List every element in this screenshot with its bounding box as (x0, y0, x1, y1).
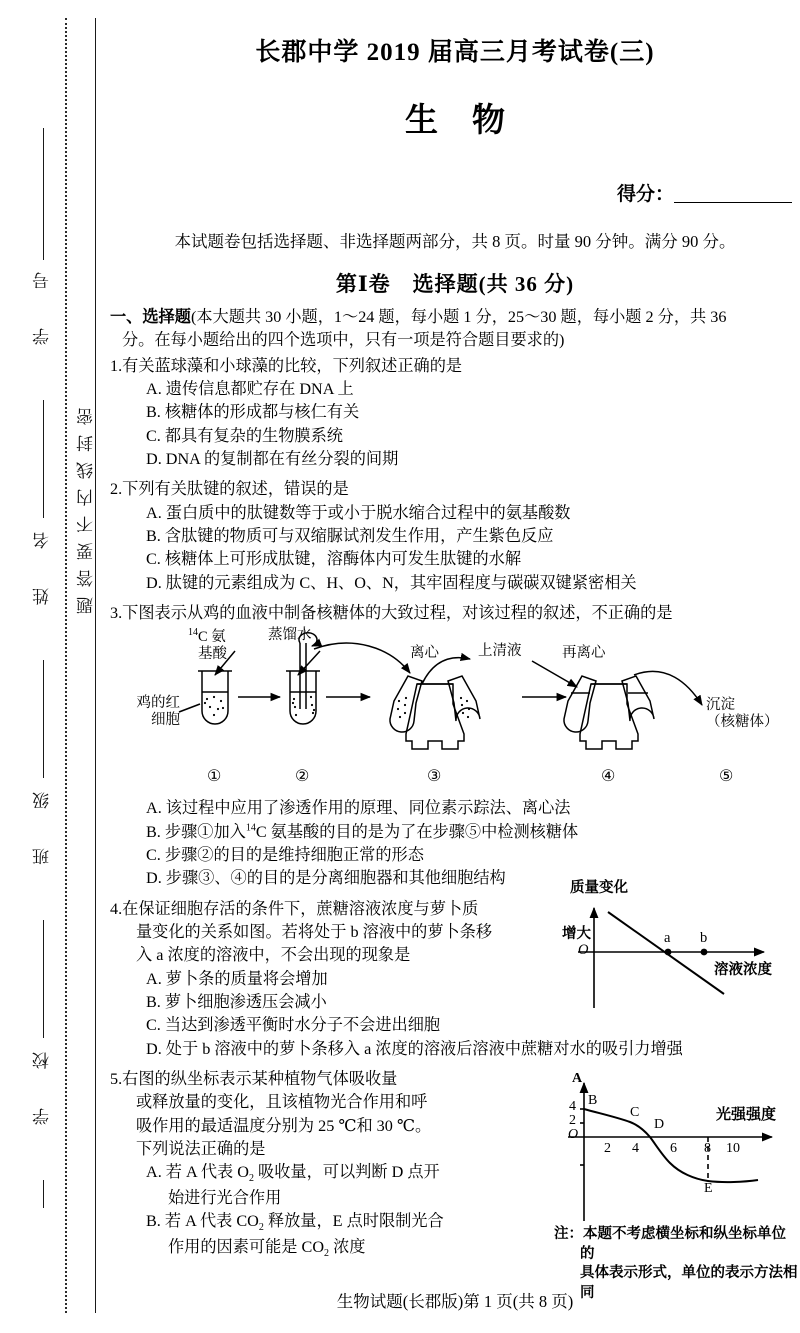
q4-y-annotation: 增大 (562, 926, 591, 942)
question-5-text-line2: 或释放量的变化，且该植物光合作用和呼 (136, 1093, 428, 1112)
light-intensity-chart (558, 1071, 798, 1225)
c14-superscript: 14 (188, 627, 198, 639)
question-2-option-b[interactable]: B. 含肽键的物质可与双缩脲试剂发生作用，产生紫色反应 (146, 526, 554, 545)
seal-label-school: 学 校 (33, 1042, 52, 1125)
q5-point-C-label: C (630, 1105, 640, 1120)
q5-ob-post: 释放量，E 点时限制光合 (263, 1212, 444, 1231)
question-3-stem (110, 602, 800, 625)
q5-xtick-label-4: 4 (632, 1141, 639, 1156)
question-4-option-d[interactable]: D. 处于 b 溶液中的萝卜条移入 a 浓度的溶液后溶液中蔗糖对水的吸引力增强 (146, 1039, 683, 1058)
chicken-red-cell-label (122, 695, 180, 729)
page-footer: 生物试题(长郡版)第 1 页(共 8 页) (336, 1292, 574, 1311)
q5-ob-cont (146, 1236, 458, 1262)
question-5 (110, 1068, 458, 1262)
seal-label-class: 班 级 (33, 782, 52, 865)
question-4-option-a[interactable]: A. 萝卜条的质量将会增加 (146, 969, 328, 988)
question-1 (110, 355, 800, 472)
question-2 (110, 478, 800, 595)
question-5-text-line1: 右图的纵坐标表示某种植物气体吸收量 (122, 1069, 398, 1088)
score-row (110, 179, 800, 206)
q5-point-E-label: E (704, 1181, 713, 1196)
seal-rule-4 (43, 920, 44, 1038)
step-number-1: ① (207, 768, 222, 786)
question-2-option-a[interactable]: A. 蛋白质中的肽键数等于或小于脱水缩合过程中的氨基酸数 (146, 503, 571, 522)
question-1-option-b[interactable]: B. 核糖体的形成都与核仁有关 (146, 403, 360, 422)
sediment-dots-3 (397, 697, 470, 718)
step-number-3: ③ (427, 768, 442, 786)
question-3 (110, 602, 800, 891)
question-2-stem (110, 478, 800, 501)
question-5-number: 5. (110, 1069, 123, 1088)
question-5-stem (110, 1068, 458, 1161)
question-5-text-line4: 下列说法正确的是 (136, 1139, 266, 1158)
instruction-body: (本大题共 30 小题，1～24 题，每小题 1 分，25～30 题，每小题 2 分，共 36 (190, 308, 727, 326)
score-label: 得分： (616, 184, 674, 205)
q4-chart-svg (564, 890, 794, 1010)
seal-dotted-line (65, 18, 67, 1313)
question-4 (110, 898, 540, 1038)
q4-point-b (701, 949, 708, 956)
question-1-stem (110, 355, 800, 378)
q5-origin-label: O (568, 1127, 579, 1142)
q5-ytick-label-2: 2 (569, 1113, 576, 1128)
sucrose-concentration-chart (562, 880, 794, 1010)
q5-ob-cont-pre: 作用的因素可能是 CO (168, 1237, 325, 1256)
question-4-option-b[interactable]: B. 萝卜细胞渗透压会减小 (146, 992, 327, 1011)
question-1-number: 1. (110, 356, 123, 375)
section-title: 第Ⅰ卷 选择题(共 36 分) (335, 272, 575, 296)
question-4-option-d-row (110, 1038, 800, 1061)
seal-margin (0, 0, 110, 1333)
q4-point-a-label: a (664, 930, 671, 946)
q4-origin-label: O (578, 942, 589, 958)
question-1-option-a[interactable]: A. 遗传信息都贮存在 DNA 上 (146, 379, 354, 398)
q5-oa-post: 吸收量，可以判断 D 点开 (253, 1163, 440, 1182)
q3-ob-pre: B. 步骤①加入 (146, 822, 246, 841)
q5-oa-pre: A. 若 A 代表 O (146, 1163, 249, 1182)
q3-ob-mid: C 氨基酸的目的是为了在步骤⑤中检测核糖体 (255, 822, 579, 841)
q5-oa-sub: 2 (248, 1173, 254, 1185)
seal-label-name: 姓 名 (33, 522, 52, 605)
question-4-text-line3: 入 a 浓度的溶液中，不会出现的现象是 (136, 946, 411, 965)
q5-ob-cont-post: 浓度 (329, 1237, 366, 1256)
c14-line1: C 氨 (198, 629, 226, 646)
question-3-option-a[interactable]: A. 该过程中应用了渗透作用的原理、同位素示踪法、离心法 (146, 799, 571, 818)
question-5-option-a[interactable] (110, 1161, 458, 1210)
q5-xtick-label-6: 6 (670, 1141, 677, 1156)
question-4-stem (110, 898, 540, 968)
exam-page-content (110, 0, 800, 1333)
question-4-number: 4. (110, 899, 123, 918)
question-5-text-line3: 吸作用的最适温度分别为 25 ℃和 30 ℃。 (136, 1116, 432, 1135)
step-number-4: ④ (601, 768, 616, 786)
exam-note: 本试题卷包括选择题、非选择题两部分，共 8 页。时量 90 分钟。满分 90 分。 (174, 232, 736, 251)
q5-ob-sub: 2 (258, 1222, 264, 1234)
question-3-option-c[interactable]: C. 步骤②的目的是维持细胞正常的形态 (146, 845, 424, 864)
step-number-5: ⑤ (719, 768, 734, 786)
q5-xlabel: 光强强度 (716, 1107, 777, 1123)
question-2-number: 2. (110, 480, 123, 499)
precipitate-line1: 沉淀 (706, 697, 735, 714)
c14-amino-acid-label (188, 627, 227, 663)
question-3-option-b[interactable] (110, 821, 800, 844)
question-3-option-d[interactable]: D. 步骤③、④的目的是分离细胞器和其他细胞结构 (146, 869, 506, 888)
question-2-option-d[interactable]: D. 肽键的元素组成为 C、H、O、N，其牢固程度与碳碳双键紧密相关 (146, 573, 637, 592)
q4-xlabel: 溶液浓度 (714, 962, 772, 978)
ribosome-preparation-diagram (122, 629, 782, 797)
subject-title: 生物 (405, 103, 539, 139)
question-4-option-c[interactable]: C. 当达到渗透平衡时水分子不会进出细胞 (146, 1016, 441, 1035)
question-2-text: 下列有关肽键的叙述，错误的是 (122, 480, 349, 499)
seal-inner-solid-line (95, 18, 96, 1313)
seal-rule-3 (43, 660, 44, 778)
q5-note-line1: 注：本题不考虑横坐标和纵坐标单位的 (554, 1226, 786, 1262)
q3-ob-sup: 14 (245, 822, 256, 834)
instruction-prefix: 一、选择题 (110, 308, 191, 326)
question-1-text: 有关蓝球藻和小球藻的比较，下列叙述正确的是 (122, 356, 463, 375)
precipitate-label (706, 697, 779, 731)
instruction-body-2: 分。在每小题给出的四个选项中，只有一项是符合题目要求的) (122, 331, 565, 350)
score-blank-field[interactable] (674, 202, 792, 203)
supernatant-label: 上清液 (478, 643, 522, 660)
q5-xtick-label-2: 2 (604, 1141, 611, 1156)
q4-point-b-label: b (700, 930, 708, 946)
seal-rule-5 (43, 1180, 44, 1208)
centrifuge-label: 离心 (410, 645, 439, 662)
q5-point-D-label: D (654, 1117, 665, 1132)
q5-point-B-label: B (588, 1093, 598, 1108)
seal-label-student-id: 学 号 (33, 262, 52, 345)
seal-rule-1 (43, 128, 44, 260)
q5-note-line2: 具体表示形式，单位的表示方法相同 (580, 1265, 798, 1301)
q5-ytick-label-4: 4 (569, 1099, 576, 1114)
question-3-number: 3. (110, 603, 123, 622)
step-number-2: ② (295, 768, 310, 786)
q4-point-a (665, 949, 672, 956)
precipitate-line2: （核糖体） (706, 714, 779, 731)
q4-ylabel: 质量变化 (570, 880, 628, 896)
distilled-water-label: 蒸馏水 (268, 627, 312, 644)
c14-line2: 基酸 (198, 646, 227, 663)
question-5-option-b[interactable] (110, 1210, 458, 1261)
question-4-text-line2: 量变化的关系如图。若将处于 b 溶液中的萝卜条移 (136, 922, 493, 941)
q5-xtick-label-8: 8 (704, 1141, 711, 1156)
question-1-option-c[interactable]: C. 都具有复杂的生物膜系统 (146, 426, 343, 445)
question-4-text-line1: 在保证细胞存活的条件下，蔗糖溶液浓度与萝卜质 (122, 899, 479, 918)
question-1-option-d[interactable]: D. DNA 的复制都在有丝分裂的间期 (146, 449, 399, 468)
seal-rule-2 (43, 400, 44, 518)
q5-ob-cont-sub: 2 (324, 1248, 330, 1259)
seal-line-warning-text: 题答要不内线封密 (77, 398, 96, 614)
chicken-cell-line1: 鸡的红 (136, 695, 180, 712)
q5-xtick-label-10: 10 (726, 1141, 740, 1156)
question-3-text: 下图表示从鸡的血液中制备核糖体的大致过程，对该过程的叙述，不正确的是 (122, 603, 673, 622)
instruction-block (110, 306, 800, 353)
q5-oa-cont: 始进行光合作用 (168, 1188, 282, 1207)
page-title: 长郡中学 2019 届高三月考试卷(三) (255, 39, 655, 66)
chicken-cell-line2: 细胞 (151, 712, 180, 729)
recentrifuge-label: 再离心 (562, 645, 606, 662)
question-2-option-c[interactable]: C. 核糖体上可形成肽键，溶酶体内可发生肽键的水解 (146, 550, 522, 569)
q5-ylabel: A (572, 1071, 583, 1086)
q5-ob-pre: B. 若 A 代表 CO (146, 1212, 259, 1231)
cell-suspension-dots (204, 696, 315, 716)
